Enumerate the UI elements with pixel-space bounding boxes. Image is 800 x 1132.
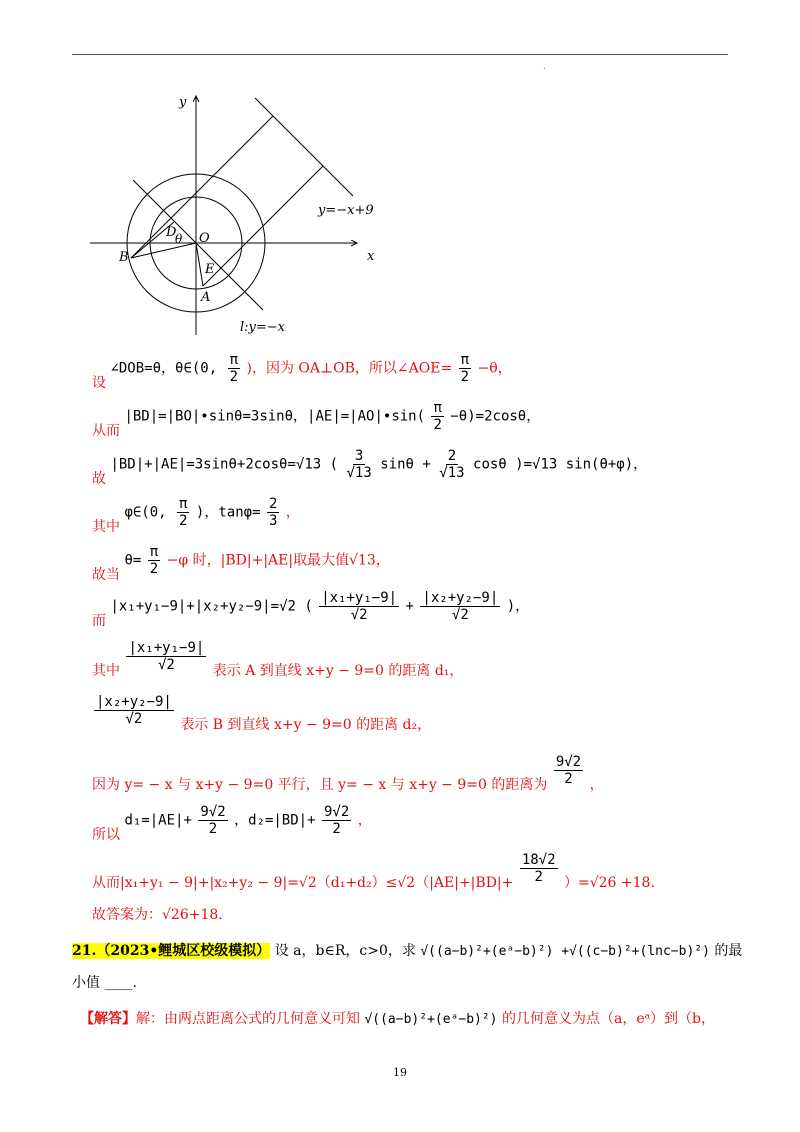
solution-line-10: 所以 d₁=|AE|+ $\frac{9√2}{2}$ ，d₂=|BD|+ $\frac{9√2}{2}$ ， [92, 804, 372, 843]
segment-OB [131, 243, 196, 258]
question-number: 21. [72, 943, 97, 959]
question-21-cont: 小值 ____. [72, 975, 137, 991]
solution-line-9: 因为 y= − x 与 x+y − 9=0 平行，且 y= − x 与 x+y − 9=0 的距离为 $\frac{9√2}{2}$ ， [92, 754, 604, 793]
page-number: 19 [393, 1066, 407, 1079]
label-y: y [179, 95, 187, 110]
solution-line-5: 故当 θ= $\frac{\pi}{2}$ −φ 时，|BD|+|AE|取最大值√13， [92, 544, 390, 583]
solution-line-2: 从而 |BD|=|BO|•sinθ=3sinθ，|AE|=|AO|•sin( $\frac{\pi}{2}$ −θ)=2cosθ， [92, 400, 541, 439]
answer-tag: 【解答】 [80, 1011, 136, 1027]
answer-expression: √((a−b)²+(eᵃ−b)²) [364, 1012, 498, 1027]
label-A: A [201, 290, 211, 305]
answer-line: 【解答】解：由两点距离公式的几何意义可知 √((a−b)²+(eᵃ−b)²) 的几何意义为点（a，eᵃ）到（b， [80, 1011, 715, 1027]
label-B: B [119, 250, 129, 265]
solution-line-11: 从而|x₁+y₁ − 9|+|x₂+y₂ − 9|=√2（d₁+d₂）≤√2（|AE|+|BD|+ $\frac{18√2}{2}$ ）=√26 +18. [92, 852, 655, 891]
header-dot: . [543, 62, 546, 71]
label-O: O [199, 231, 210, 246]
question-source: （2023•鲤城区校级模拟） [96, 943, 271, 959]
line-y-neg-x-plus-9 [255, 98, 353, 196]
solution-line-1: 设 ∠DOB=θ，θ∈(0, $\frac{\pi}{2}$ )，因为 OA⊥OB，所以∠AOE= $\frac{\pi}{2}$ −θ， [92, 352, 512, 391]
solution-line-7: 其中 $\frac{\text{|x₁+y₁−9|}}{√2}$ 表示 A 到直线 x+y − 9=0 的距离 d₁， [92, 640, 464, 679]
question-21: 21.（2023•鲤城区校级模拟） 设 a，b∈R，c>0，求 √((a−b)²+(eᵃ−b)²) +√((c−b)²+(lnc−b)²) 的最 [72, 943, 743, 959]
label-line-l: l:y=−x [240, 320, 285, 335]
solution-line-4: 其中 φ∈(0, $\frac{\pi}{2}$ )，tanφ= $\frac{2}{3}$ ， [92, 496, 300, 535]
label-line-9: y=−x+9 [318, 203, 374, 218]
question-expression: √((a−b)²+(eᵃ−b)²) +√((c−b)²+(lnc−b)²) [420, 944, 710, 959]
header-rule [72, 54, 728, 55]
solution-line-6: 而 |x₁+y₁−9|+|x₂+y₂−9|=√2 ( $\frac{\text{|x₁+y₁−9|}}{√2}$ + $\frac{\text{|x₂+y₂−9|}}{√2}$ )， [92, 590, 530, 629]
label-D: D [166, 225, 177, 240]
label-theta: θ [175, 232, 183, 246]
solution-line-8: $\frac{\text{|x₂+y₂−9|}}{√2}$ 表示 B 到直线 x+y − 9=0 的距离 d₂， [96, 694, 432, 733]
solution-line-12: 故答案为：√26+18. [92, 907, 223, 923]
label-E: E [205, 262, 215, 277]
solution-line-3: 故 |BD|+|AE|=3sinθ+2cosθ=√13 ( $\frac{3}{√13}$ sinθ + $\frac{2}{√13}$ cosθ )=√13 sin(θ+φ)， [92, 448, 648, 487]
perp-A [203, 166, 323, 286]
geometry-figure [85, 90, 385, 345]
label-x: x [367, 249, 375, 264]
